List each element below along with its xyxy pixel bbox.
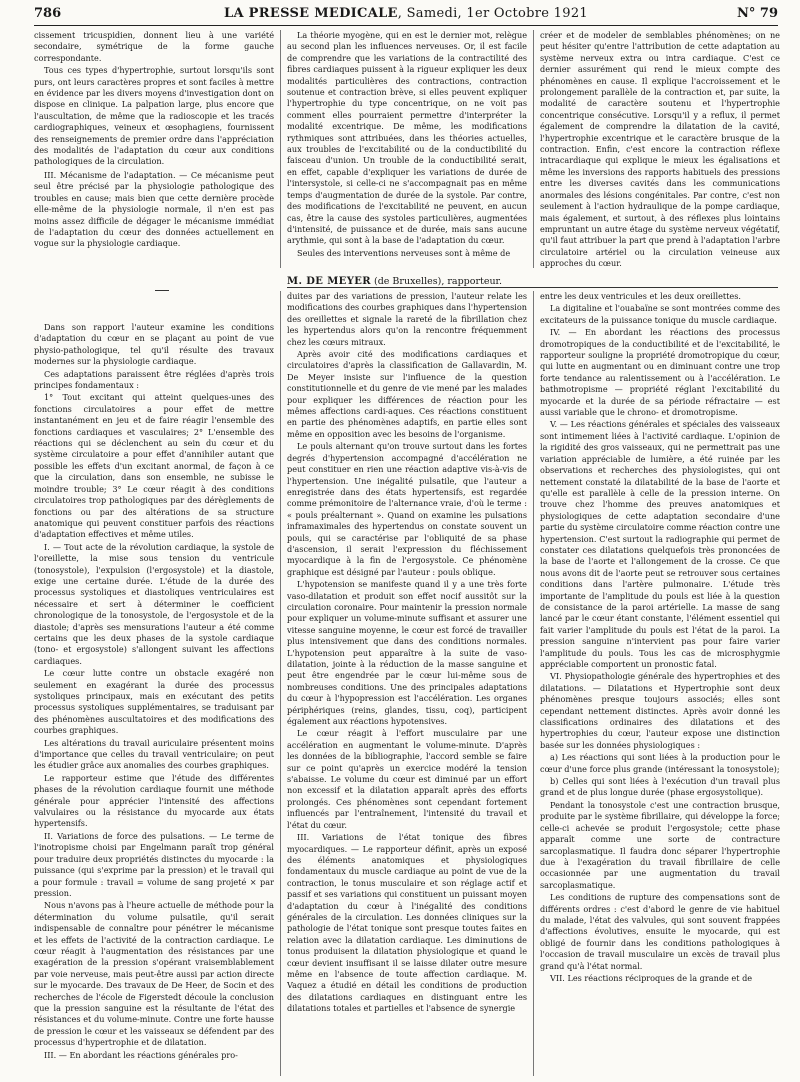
paragraph: Le pouls alternant qu'on trouve surtout dans les fortes degrés d'hypertension accompagné d'accélération ne peut constituer en rien une réaction adaptive vis-à-vis de l'hypertension. Une inégalité pulsatile, que l'auteur a enregistrée dans des états hypertensifs, est regardée comme prémonitoire de l'alternance vraie, d'où le terme : « pouls préalternant ». Quand on examine les pulsations inframaximales des hypertendus on constate souvent un pouls, qui se caractérise par l'obliquité de sa phase d'ascension, il serait l'expression du fléchissement myocardique à la fin de l'ergosystole. Ce phénomène graphique est désigné par l'auteur : pouls oblique.	[287, 441, 527, 577]
paragraph: Dans son rapport l'auteur examine les conditions d'adaptation du cœur en se plaçant au point de vue physio-pathologique, tel qu'il résulte des travaux modernes sur la physiologie cardiaque.	[34, 322, 274, 367]
paragraph: IV. — En abordant les réactions des processus dromotropiques de la conductibilité et de l'excitabilité, le rapporteur souligne la propriété dromotropique du cœur, qui lutte en augmentant ou en diminuant contre une trop forte tendance au ralentissement ou à l'accélération. Le bathmotropisme — propriété réglant l'excitabilité du myocarde et la durée de sa période réfractaire — est aussi variable que le chrono- et dromotropisme.	[540, 327, 780, 418]
issue-number: N° 79	[737, 6, 778, 21]
page-number: 786	[34, 6, 62, 21]
column-divider	[533, 30, 534, 268]
rapporteur-name: M. DE MEYER	[287, 276, 371, 287]
paragraph: créer et de modeler de semblables phénomènes; on ne peut hésiter qu'entre l'attribution de cette adaptation au système nerveux extra ou intra cardiaque. C'est ce dernier assurément qui rend le mieux compte des phénomènes en cause. Il explique l'accroissement et le prolongement parallèle de la contraction et, par suite, la modalité de caractère soutenu et l'hypertrophie concentrique consécutive. Lorsqu'il y a reflux, il permet également de comprendre la dilatation de la cavité, l'hypertrophie excentrique et le caractère brusque de la contraction. Enfin, c'est encore la contraction réflexe intracardiaque qui explique le mieux les égalisations et même les inversions des rapports habituels des pressions entre les diverses cavités dans les communications anormales des lésions congénitales. Par contre, c'est non seulement à l'action hydraulique de la pompe cardiaque, mais également, et surtout, à des réflexes plus lointains empruntant un autre étage du système nerveux végétatif, qu'il faut attribuer la part que prend à l'adaptation l'arbre circulatoire artériel ou la circulation veineuse aux approches du cœur.	[540, 30, 780, 269]
journal-name: LA PRESSE MEDICALE	[224, 6, 398, 21]
paragraph: Nous n'avons pas à l'heure actuelle de méthode pour la détermination du volume pulsatile, qu'il serait indispensable de connaître pour pénétrer le mécanisme et les effets de l'activité de la contraction cardiaque. Le cœur réagit à l'augmentation des résistances par une exagération de la pression s'opérant vraisemblablement par voie nerveuse, mais peut-être aussi par action directe sur le myocarde. Des travaux de De Heer, de Socin et des recherches de l'école de Figerstedt découle la conclusion que la pression sanguine est la résultante de l'état des résistances et du volume-minute. Contre une forte hausse de pression le cœur et les vaisseaux se défendent par des processus d'hypertrophie et de dilatation.	[34, 900, 274, 1048]
rapporteur-byline	[287, 276, 527, 287]
issue-date: , Samedi, 1er Octobre 1921	[397, 6, 588, 21]
paragraph: 1° Tout excitant qui atteint quelques-unes des fonctions circulatoires a pour effet de mettre instantanément en jeu et de faire réagir l'ensemble des fonctions cardiaques et vasculaires; 2° L'ensemble des réactions qui se déclenchent au sein du cœur et du système circulatoire a pour effet d'annihiler autant que possible les effets d'un excitant anormal, de façon à ce que la circulation, dans son ensemble, ne subisse le moindre trouble; 3° Le cœur réagit à des conditions circulatoires trop pathologiques par des dérèglements de fonctions ou par des altérations de sa structure anatomique qui peuvent constituer parfois des réactions d'adaptation effectives et même utiles.	[34, 392, 274, 540]
column-divider	[280, 291, 281, 1076]
section-end-dash	[155, 290, 169, 291]
paragraph: La théorie myogène, qui en est le dernier mot, relègue au second plan les influences nerveuses. Or, il est facile de comprendre que les variations de la contractilité des fibres cardiaques puissent à la rigueur expliquer les deux modalités particulières des contractions, contraction soutenue et contraction brève, si elles peuvent expliquer l'hypertrophie du type concentrique, on ne voit pas comment elles pourraient permettre d'interpréter la modalité excentrique. De même, les modifications rythmiques sont attribuées, dans les théories actuelles, aux troubles de l'excitabilité ou de la conductibilité du faisceau d'union. Un trouble de la conductibilité serait, en effet, capable d'expliquer les variations de durée de l'intersystole, si celle-ci ne s'accompagnait pas en même temps d'augmentation de durée de la systole. Par contre, des modifications de l'excitabilité ne peuvent, en aucun cas, être la cause des systoles particulières, augmentées d'intensité, de puissance et de durée, mais sans aucune arythmie, qui sont à la base de l'adaptation du cœur.	[287, 30, 527, 246]
rapporteur-affiliation: (de Bruxelles), rapporteur.	[370, 276, 503, 287]
paragraph: V. — Les réactions générales et spéciales des vaisseaux sont intimement liées à l'activité cardiaque. L'opinion de la rigidité des gros vaisseaux, qui ne permettrait pas une variation appréciable de lumière, a été ruinée par les observations et recherches des physiologistes, qui ont nettement constaté la dilatabilité de la base de l'aorte et qu'elle est parallèle à celle de la pression interne. On trouve chez l'homme des preuves anatomiques et physiologiques de cette adaptation secondaire d'une partie du système circulatoire comme réaction contre une hypertension. C'est surtout la radiographie qui permet de constater ces dilatations quelquefois très prononcées de la base de l'aorte et l'allongement de la crosse. Ce que nous avons dit de l'aorte peut se retrouver sous certaines conditions dans l'artère pulmonaire. L'étude très importante de l'amplitude du pouls est liée à la question de consistance de la paroi artérielle. La masse de sang lancé par le cœur étant constante, l'élément essentiel qui fait varier l'amplitude du pouls est l'état de la paroi. La pression sanguine n'intervient pas pour faire varier l'amplitude du pouls. Tous les cas de microsphygmie appréciable comportent un pronostic fatal.	[540, 419, 780, 669]
paragraph: b) Celles qui sont liées à l'exécution d'un travail plus grand et de plus longue durée (phase ergosystolique).	[540, 776, 780, 798]
running-title	[34, 6, 778, 21]
byline-rule	[287, 287, 778, 288]
paragraph: Le cœur réagit à l'effort musculaire par une accélération en augmentant le volume-minute. D'après les données de la bibliographie, l'accord semble se faire sur ce point qu'après un exercice modéré la tension s'abaisse. Le volume du cœur est diminué par un effort non excessif et la dilatation apparaît après des efforts prolongés. Ces phénomènes sont cependant fortement influencés par l'entraînement, l'intensité du travail et l'état du cœur.	[287, 728, 527, 830]
paragraph: Ces adaptations paraissent être réglées d'après trois principes fondamentaux :	[34, 368, 274, 391]
paragraph: I. — Tout acte de la révolution cardiaque, la systole de l'oreillette, la mise sous tension du ventricule (tonosystole), l'expulsion (l'ergosystole) et la diastole, exige une certaine durée. L'étude de la durée des processus systoliques et diastoliques ventriculaires est nécessaire et sert à déterminer le coefficient chronologique de la tonosystole, de l'ergosystole et de la diastole; d'après ses mensurations l'auteur a été comme certains que les deux phases de la systole cardiaque (tono- et ergosystole) s'allongent suivant les affections cardiaques.	[34, 541, 274, 666]
paragraph: Les altérations du travail auriculaire présentent moins d'importance que celles du travail ventriculaire; on peut les étudier grâce aux anomalies des courbes graphiques.	[34, 737, 274, 771]
paragraph: Seules des interventions nerveuses sont à même de	[297, 247, 511, 258]
paragraph: Le cœur lutte contre un obstacle exagéré non seulement en exagérant la durée des processus systoliques principaux, mais en exécutant des petits processus systoliques supplémentaires, se traduisant par des phénomènes auscultatoires et des modifications des courbes graphiques.	[34, 668, 274, 736]
paragraph: duites par des variations de pression, l'auteur relate les modifications des courbes graphiques dans l'hypertension des oreillettes et signale la rareté de la fibrillation chez les hypertendus alors qu'on la rencontre fréquemment chez les cœurs mitraux.	[287, 291, 527, 347]
top-column-3	[540, 30, 780, 271]
header-rule	[34, 25, 778, 26]
bottom-column-1	[34, 322, 274, 1074]
paragraph: II. Variations de force des pulsations. — Le terme de l'inotropisme choisi par Engelmann paraît trop général pour traduire deux propriétés distinctes du myocarde : la puissance (qui s'exprime par la pression) et le travail qui a pour formule : travail = volume de sang projeté × par pression.	[34, 830, 274, 898]
paragraph: La digitaline et l'ouabaïne se sont montrées comme des excitateurs de la puissance tonique du muscle cardiaque.	[540, 303, 780, 325]
top-column-1	[34, 30, 274, 265]
top-column-2	[287, 30, 527, 271]
paragraph: a) Les réactions qui sont liées à la production pour le cœur d'une force plus grande (intéressant la tonosystole);	[540, 752, 780, 774]
column-divider	[280, 30, 281, 268]
paragraph: III. — En abordant les réactions générales pro-	[44, 1049, 238, 1060]
paragraph: entre les deux ventricules et les deux oreillettes.	[540, 291, 741, 301]
paragraph: Les conditions de rupture des compensations sont de différents ordres : c'est d'abord le genre de vie habituel du malade, l'état des valvules, qui sont souvent frappées d'affections évolutives, ensuite le myocarde, qui est obligé de fournir dans les conditions pathologiques à l'occasion de travail musculaire un excès de travail plus grand qu'à l'état normal.	[540, 892, 780, 971]
section-paragraph: III. Mécanisme de l'adaptation. — Ce mécanisme peut seul être précisé par la physiologie pathologique des troubles en cause; mais bien que cette dernière procède elle-même de la physiologie normale, il n'en est pas moins assez difficile de dégager le mécanisme immédiat de l'adaptation du cœur des données actuellement en vogue sur la physiologie cardiaque.	[34, 169, 274, 249]
paragraph: Pendant la tonosystole c'est une contraction brusque, produite par le système fibrillaire, qui développe la force; celle-ci achevée se produit l'ergosystole; cette phase apparaît comme une sorte de contracture sarcoplasmatique. Il faudra donc séparer l'hypertrophie due à l'exagération du travail fibrillaire de celle occasionnée par une augmentation du travail sarcoplasmatique.	[540, 799, 780, 890]
bottom-column-2	[287, 291, 527, 1074]
paragraph: VI. Physiopathologie générale des hypertrophies et des dilatations. — Dilatations et Hypertrophie sont deux phénomènes presque toujours associés; elles sont cependant nettement distinctes. Après avoir donné les classifications ordinaires des dilatations et des hypertrophies du cœur, l'auteur expose une distinction basée sur les données physiologiques :	[540, 671, 780, 750]
paragraph: III. Variations de l'état tonique des fibres myocardiques. — Le rapporteur définit, après un exposé des éléments anatomiques et physiologiques fondamentaux du muscle cardiaque au point de vue de la contraction, le tonus musculaire et son réglage actif et passif et ses variations qui constituent un puissant moyen d'adaptation du cœur à l'inégalité des conditions générales de la circulation. Les données cliniques sur la pathologie de l'état tonique sont presque toutes faites en relation avec la dilatation cardiaque. Les diminutions de tonus produisent la dilatation physiologique et quand le cœur devient insuffisant il se laisse dilater outre mesure même en l'absence de toute affection cardiaque. M. Vaquez a étudié en détail les conditions de production des dilatations cardiaques en distinguant entre les dilatations totales et partielles et l'absence de synergie	[287, 832, 527, 1014]
paragraph: VII. Les réactions réciproques de la grande et de	[550, 972, 753, 983]
paragraph: cissement tricuspidien, donnent lieu à une variété secondaire, symétrique de la forme gauche correspondante.	[34, 30, 274, 63]
paragraph: Après avoir cité des modifications cardiaques et circulatoires d'après la classification de Gallavardin, M. De Meyer insiste sur l'influence de la question constitutionnelle et du genre de vie mené par les malades pour expliquer les différences de réaction pour les mêmes affections cardi-aques. Ces réactions constituent en partie des phénomènes adaptifs, en partie elles sont même en opposition avec les besoins de l'organisme.	[287, 349, 527, 439]
bottom-column-3	[540, 291, 780, 1074]
paragraph: Tous ces types d'hypertrophie, surtout lorsqu'ils sont purs, ont leurs caractères propres et sont faciles à mettre en évidence par les divers moyens d'investigation dont on dispose en clinique. La palpation large, plus encore que l'auscultation, de même que la radioscopie et les tracés cardiographiques, veineux et œsophagiens, fournissent des renseignements de premier ordre dans l'appréciation des modalités de l'adaptation du cœur aux conditions pathologiques de la circulation.	[34, 65, 274, 167]
paragraph: L'hypotension se manifeste quand il y a une très forte vaso-dilatation et produit son effet nocif aussitôt sur la circulation coronaire. Pour maintenir la pression normale pour expliquer un volume-minute suffisant et assurer une vitesse sanguine moyenne, le cœur est forcé de travailler plus intensivement que dans des conditions normales. L'hypotension peut apparaître à la suite de vaso-dilatation, jointe à la réduction de la masse sanguine et peut être engendrée par le cœur lui-même sous de nombreuses conditions. Une des principales adaptations du cœur à l'hypopression est l'accélération. Les organes périphériques (reins, glandes, tissu, coq), participent également aux réactions hypotensives.	[287, 579, 527, 727]
column-divider	[533, 291, 534, 1076]
paragraph: Le rapporteur estime que l'étude des différentes phases de la révolution cardiaque fournit une méthode générale pour apprécier l'intensité des affections valvulaires ou la résistance du myocarde aux états hypertensifs.	[34, 772, 274, 829]
